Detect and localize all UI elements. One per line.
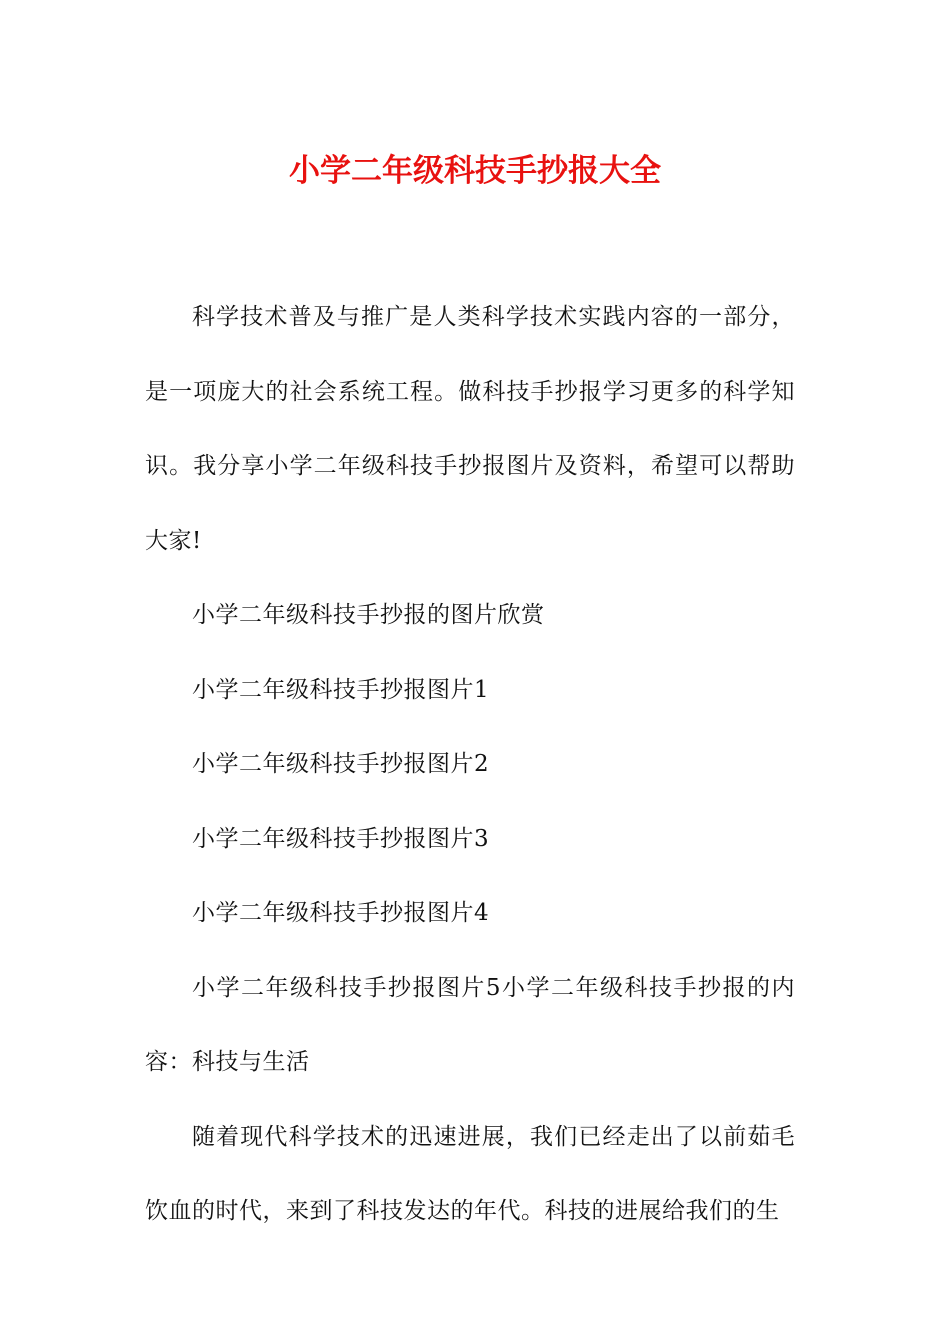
gallery-heading: 小学二年级科技手抄报的图片欣赏 bbox=[192, 602, 545, 628]
picture-caption-3: 小学二年级科技手抄报图片3 bbox=[192, 825, 490, 852]
picture-caption-2: 小学二年级科技手抄报图片2 bbox=[192, 751, 490, 777]
picture-caption-5-and-content-heading: 小学二年级科技手抄报图片5小学二年级科技手抄报的内容：科技与生活 bbox=[145, 974, 795, 1075]
picture-caption-4: 小学二年级科技手抄报图片4 bbox=[192, 900, 490, 926]
intro-paragraph: 科学技术普及与推广是人类科学技术实践内容的一部分，是一项庞大的社会系统工程。做科技手抄报学习更多的科学知识。我分享小学二年级科技手抄报图片及资料，希望可以帮助大家! bbox=[145, 304, 795, 554]
picture-caption-1: 小学二年级科技手抄报图片1 bbox=[192, 676, 490, 703]
content-paragraph: 随着现代科学技术的迅速进展，我们已经走出了以前茹毛饮血的时代，来到了科技发达的年代。科技的进展给我们的生 bbox=[145, 1123, 795, 1224]
document-title: 小学二年级科技手抄报大全 bbox=[289, 153, 661, 189]
document-body bbox=[145, 280, 795, 1249]
